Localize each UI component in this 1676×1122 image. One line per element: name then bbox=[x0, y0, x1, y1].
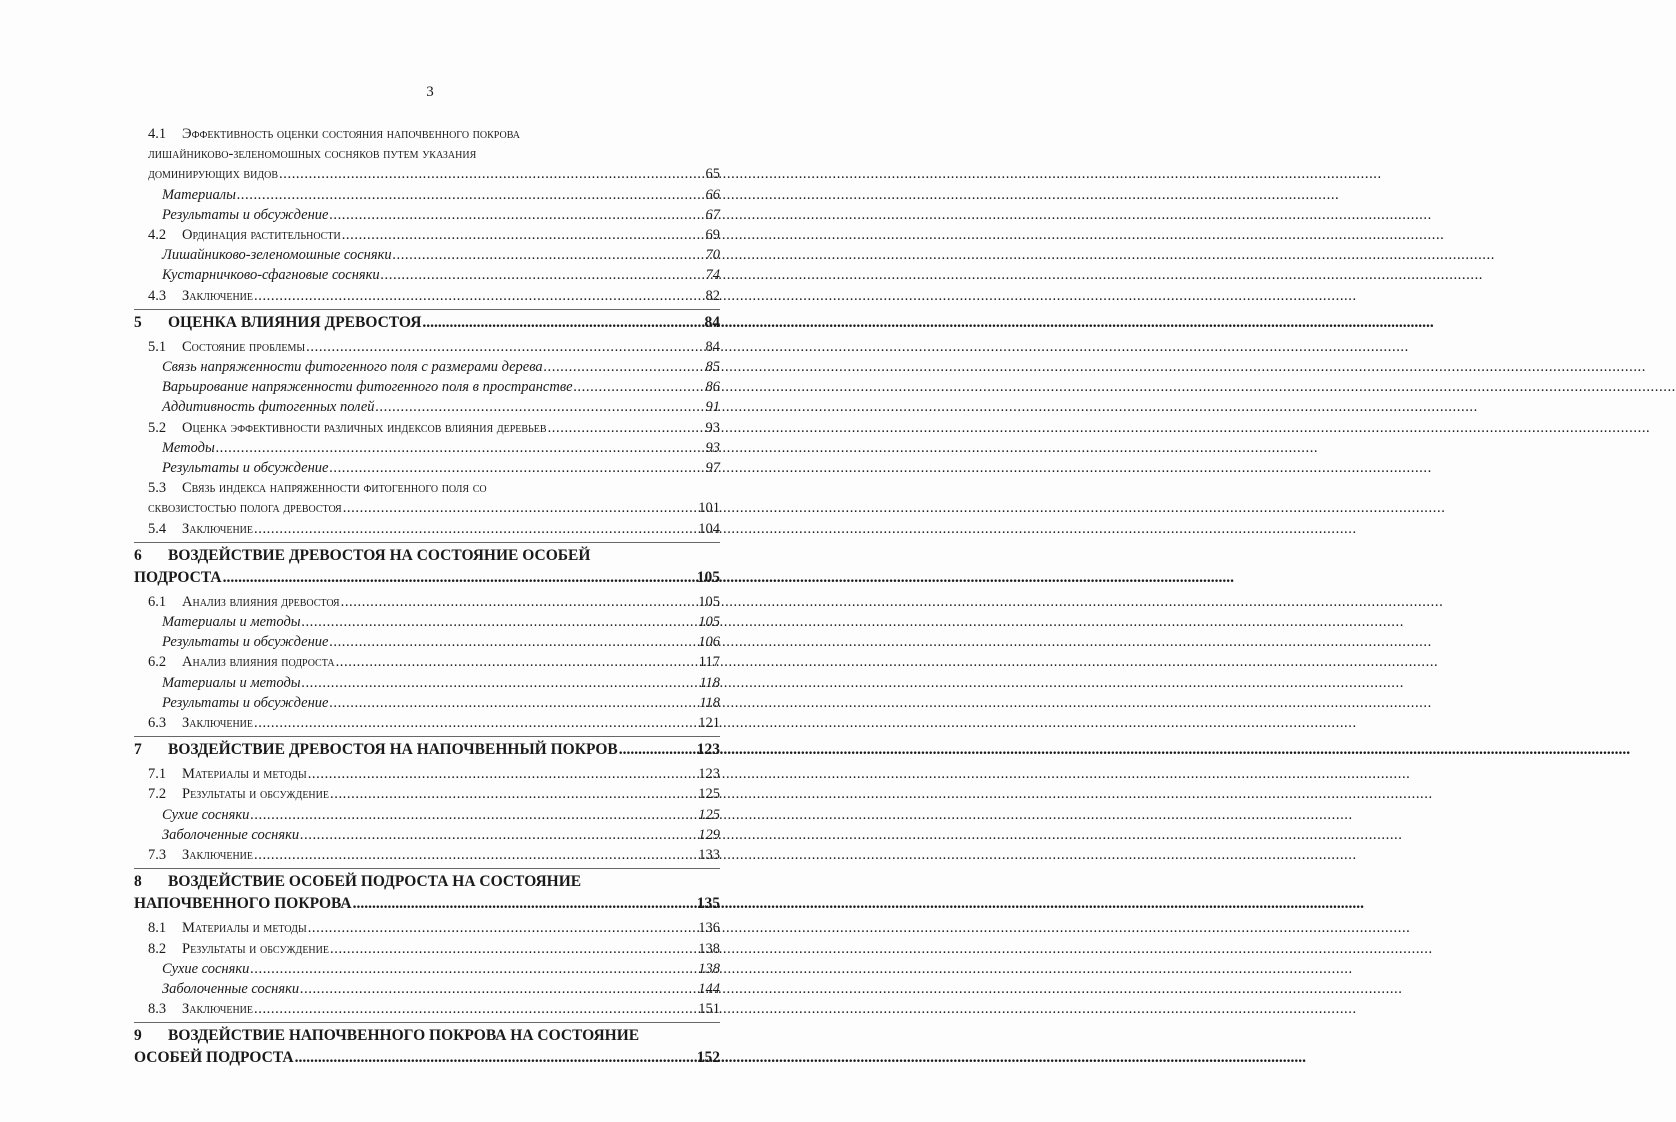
chapter-number: 9 bbox=[134, 1027, 142, 1045]
chapter-number: 6 bbox=[134, 546, 142, 564]
leader-dots bbox=[302, 612, 698, 632]
subsection-title: Результаты и обсуждение bbox=[162, 634, 329, 651]
leader-dots bbox=[308, 764, 698, 784]
page-ref: 84 bbox=[704, 313, 720, 331]
section-title: Материалы и методы bbox=[182, 920, 307, 937]
subsection-title: Заболоченные сосняки bbox=[162, 826, 300, 843]
leader-dots bbox=[254, 286, 705, 306]
leader-dots bbox=[279, 164, 704, 184]
section-title-line: доминирующих видов bbox=[148, 166, 279, 183]
page-ref: 133 bbox=[698, 847, 720, 864]
toc-entry-8-2[interactable] bbox=[134, 939, 720, 959]
leader-dots bbox=[300, 979, 697, 999]
section-number: 5.4 bbox=[148, 520, 167, 537]
section-title: Заключение bbox=[182, 847, 253, 864]
page-ref: 129 bbox=[698, 826, 720, 843]
toc-chapter-5[interactable] bbox=[134, 309, 720, 334]
leader-dots bbox=[250, 805, 697, 825]
leader-dots bbox=[302, 673, 699, 693]
leader-dots bbox=[343, 498, 698, 518]
page-ref: 151 bbox=[698, 1001, 720, 1018]
page-ref: 67 bbox=[705, 206, 720, 223]
page-ref: 118 bbox=[699, 694, 720, 711]
leader-dots bbox=[393, 245, 705, 265]
leader-dots bbox=[330, 693, 699, 713]
section-title: Анализ влияния древостоя bbox=[182, 593, 340, 610]
leader-dots bbox=[306, 337, 704, 357]
toc-entry-4-2-a[interactable] bbox=[134, 245, 720, 265]
page-ref: 138 bbox=[698, 940, 720, 957]
toc-entry-4-2[interactable] bbox=[134, 225, 720, 245]
section-title: Заключение bbox=[182, 715, 253, 732]
page-ref: 123 bbox=[698, 766, 720, 783]
toc-entry-6-1-b[interactable] bbox=[134, 632, 720, 652]
page-ref: 105 bbox=[696, 568, 720, 586]
leader-dots bbox=[237, 185, 705, 205]
leader-dots bbox=[216, 438, 705, 458]
section-title: Оценка эффективности различных индексов влияния деревьев bbox=[182, 419, 547, 436]
section-title-line: сквозистостью полога древостоя bbox=[148, 500, 342, 517]
page-ref: 121 bbox=[698, 715, 720, 732]
section-number: 4.1 bbox=[148, 126, 167, 142]
leader-dots bbox=[330, 939, 697, 959]
chapter-title-line: НАПОЧВЕННОГО ПОКРОВА bbox=[134, 895, 352, 913]
section-number: 6.3 bbox=[148, 715, 167, 732]
toc-entry-6-1-a[interactable] bbox=[134, 612, 720, 632]
page-ref: 144 bbox=[698, 980, 720, 997]
toc-entry-5-3-end[interactable] bbox=[134, 498, 720, 518]
leader-dots bbox=[330, 632, 698, 652]
section-title-line: лишайниково-зеленомошных сосняков путем указания bbox=[148, 146, 477, 163]
page-ref: 105 bbox=[698, 614, 720, 631]
page-ref: 93 bbox=[705, 439, 720, 456]
toc-entry-4-1-b[interactable] bbox=[134, 205, 720, 225]
leader-dots bbox=[254, 519, 697, 539]
page-ref: 91 bbox=[705, 399, 720, 416]
toc-entry-4-1-end[interactable] bbox=[134, 164, 720, 184]
leader-dots bbox=[223, 567, 696, 589]
leader-dots bbox=[250, 959, 697, 979]
toc-entry-8-2-b[interactable] bbox=[134, 979, 720, 999]
toc-entry-7-1[interactable] bbox=[134, 764, 720, 784]
page-ref: 70 bbox=[705, 247, 720, 264]
section-number: 7.3 bbox=[148, 847, 167, 864]
section-title: Ординация растительности bbox=[182, 227, 341, 244]
page-ref: 82 bbox=[705, 287, 720, 304]
chapter-number: 8 bbox=[134, 873, 142, 891]
leader-dots bbox=[341, 592, 698, 612]
leader-dots bbox=[548, 418, 705, 438]
leader-dots bbox=[422, 312, 703, 334]
leader-dots bbox=[336, 652, 698, 672]
toc-entry-6-2[interactable] bbox=[134, 652, 720, 672]
toc-entry-5-1-b[interactable] bbox=[134, 377, 720, 397]
chapter-title: ВОЗДЕЙСТВИЕ ДРЕВОСТОЯ НА НАПОЧВЕННЫЙ ПОКРОВ bbox=[168, 741, 618, 759]
leader-dots bbox=[353, 893, 696, 915]
subsection-title: Сухие сосняки bbox=[162, 806, 250, 823]
leader-dots bbox=[254, 999, 697, 1019]
toc-chapter-8[interactable] bbox=[134, 868, 720, 915]
toc-entry-6-3[interactable] bbox=[134, 713, 720, 733]
page-ref: 85 bbox=[705, 359, 720, 376]
page-ref: 97 bbox=[705, 460, 720, 477]
toc-chapter-7[interactable] bbox=[134, 736, 720, 761]
section-number: 4.3 bbox=[148, 287, 167, 304]
page-ref: 93 bbox=[705, 419, 720, 436]
page-ref: 65 bbox=[705, 166, 720, 183]
section-title: Заключение bbox=[182, 520, 253, 537]
chapter-number: 5 bbox=[134, 313, 142, 331]
page-ref: 125 bbox=[698, 806, 720, 823]
leader-dots bbox=[300, 825, 697, 845]
chapter-number: 7 bbox=[134, 741, 142, 759]
toc-entry-4-1-a[interactable] bbox=[134, 185, 720, 205]
section-title: Анализ влияния подроста bbox=[182, 654, 335, 671]
toc-entry-8-1[interactable] bbox=[134, 918, 720, 938]
chapter-title-line: ВОЗДЕЙСТВИЕ ОСОБЕЙ ПОДРОСТА НА СОСТОЯНИЕ bbox=[168, 873, 582, 891]
toc-entry-6-2-b[interactable] bbox=[134, 693, 720, 713]
section-number: 8.1 bbox=[148, 920, 167, 937]
subsection-title: Результаты и обсуждение bbox=[162, 694, 329, 711]
toc-entry-5-4[interactable] bbox=[134, 519, 720, 539]
page-ref: 135 bbox=[696, 895, 720, 913]
page-ref: 84 bbox=[705, 338, 720, 355]
section-number: 5.2 bbox=[148, 419, 167, 436]
toc-entry-5-3[interactable] bbox=[134, 478, 720, 498]
page-ref: 74 bbox=[705, 267, 720, 284]
section-title-line: Эффективность оценки состояния напочвенного покрова bbox=[182, 126, 520, 142]
toc-entry-7-2-a[interactable] bbox=[134, 805, 720, 825]
toc-entry-4-3[interactable] bbox=[134, 286, 720, 306]
toc-chapter-6[interactable] bbox=[134, 542, 720, 589]
toc-entry-5-1[interactable] bbox=[134, 337, 720, 357]
section-title-line: Связь индекса напряженности фитогенного поля со bbox=[182, 480, 487, 497]
page-ref: 125 bbox=[698, 786, 720, 803]
leader-dots bbox=[330, 205, 705, 225]
section-title: Результаты и обсуждение bbox=[182, 940, 329, 957]
page-ref: 136 bbox=[698, 920, 720, 937]
page-ref: 69 bbox=[705, 227, 720, 244]
leader-dots bbox=[342, 225, 705, 245]
section-number: 7.2 bbox=[148, 786, 167, 803]
toc-entry-4-2-b[interactable] bbox=[134, 265, 720, 285]
page-ref: 138 bbox=[698, 960, 720, 977]
subsection-title: Аддитивность фитогенных полей bbox=[162, 399, 375, 416]
leader-dots bbox=[254, 845, 697, 865]
section-number: 5.3 bbox=[148, 480, 167, 497]
section-number: 8.3 bbox=[148, 1001, 167, 1018]
subsection-title: Материалы bbox=[162, 186, 236, 203]
subsection-title: Материалы и методы bbox=[162, 674, 301, 691]
section-title: Заключение bbox=[182, 287, 253, 304]
toc-entry-5-2-b[interactable] bbox=[134, 458, 720, 478]
subsection-title: Сухие сосняки bbox=[162, 960, 250, 977]
page-ref: 117 bbox=[698, 654, 720, 671]
section-number: 6.2 bbox=[148, 654, 167, 671]
toc-entry-5-2-a[interactable] bbox=[134, 438, 720, 458]
subsection-title: Кустарничково-сфагновые сосняки bbox=[162, 267, 380, 284]
section-number: 5.1 bbox=[148, 338, 167, 355]
toc-entry-8-2-a[interactable] bbox=[134, 959, 720, 979]
leader-dots bbox=[376, 397, 705, 417]
page-ref: 105 bbox=[698, 593, 720, 610]
toc-entry-6-1[interactable] bbox=[134, 592, 720, 612]
leader-dots bbox=[574, 377, 705, 397]
toc-entry-7-2-b[interactable] bbox=[134, 825, 720, 845]
toc-entry-5-1-a[interactable] bbox=[134, 357, 720, 377]
leader-dots bbox=[295, 1047, 696, 1069]
toc-entry-7-3[interactable] bbox=[134, 845, 720, 865]
subsection-title: Результаты и обсуждение bbox=[162, 206, 329, 223]
table-of-contents bbox=[134, 124, 720, 1072]
leader-dots bbox=[544, 357, 705, 377]
subsection-title: Лишайниково-зеленомошные сосняки bbox=[162, 247, 392, 264]
page-ref: 123 bbox=[696, 741, 720, 759]
section-title: Результаты и обсуждение bbox=[182, 786, 329, 803]
chapter-title-line: ОСОБЕЙ ПОДРОСТА bbox=[134, 1049, 294, 1067]
subsection-title: Результаты и обсуждение bbox=[162, 460, 329, 477]
section-number: 6.1 bbox=[148, 593, 167, 610]
chapter-title-line: ВОЗДЕЙСТВИЕ ДРЕВОСТОЯ НА СОСТОЯНИЕ ОСОБЕЙ bbox=[168, 546, 591, 564]
toc-entry-5-2[interactable] bbox=[134, 418, 720, 438]
page-ref: 118 bbox=[699, 674, 720, 691]
page-ref: 101 bbox=[698, 500, 720, 517]
subsection-title: Заболоченные сосняки bbox=[162, 980, 300, 997]
section-number: 4.2 bbox=[148, 227, 167, 244]
chapter-title-line: ПОДРОСТА bbox=[134, 568, 222, 586]
page-ref: 106 bbox=[698, 634, 720, 651]
toc-entry-4-1[interactable] bbox=[134, 124, 720, 144]
page-ref: 86 bbox=[705, 379, 720, 396]
subsection-title: Методы bbox=[162, 439, 215, 456]
toc-entry-5-1-c[interactable] bbox=[134, 397, 720, 417]
toc-entry-6-2-a[interactable] bbox=[134, 673, 720, 693]
subsection-title: Варьирование напряженности фитогенного поля в пространстве bbox=[162, 379, 573, 396]
chapter-title: ОЦЕНКА ВЛИЯНИЯ ДРЕВОСТОЯ bbox=[168, 313, 422, 331]
page-ref: 104 bbox=[698, 520, 720, 537]
leader-dots bbox=[254, 713, 697, 733]
section-title: Заключение bbox=[182, 1001, 253, 1018]
subsection-title: Связь напряженности фитогенного поля с размерами дерева bbox=[162, 359, 543, 376]
chapter-title-line: ВОЗДЕЙСТВИЕ НАПОЧВЕННОГО ПОКРОВА НА СОСТОЯНИЕ bbox=[168, 1027, 640, 1045]
leader-dots bbox=[381, 265, 705, 285]
page-ref: 152 bbox=[696, 1049, 720, 1067]
leader-dots bbox=[619, 739, 696, 761]
page-ref: 66 bbox=[705, 186, 720, 203]
subsection-title: Материалы и методы bbox=[162, 614, 301, 631]
section-number: 7.1 bbox=[148, 766, 167, 783]
toc-entry-8-3[interactable] bbox=[134, 999, 720, 1019]
leader-dots bbox=[330, 784, 697, 804]
leader-dots bbox=[330, 458, 705, 478]
section-title: Материалы и методы bbox=[182, 766, 307, 783]
section-number: 8.2 bbox=[148, 940, 167, 957]
toc-chapter-9[interactable] bbox=[134, 1022, 720, 1069]
page-number: 3 bbox=[426, 84, 434, 100]
toc-entry-7-2[interactable] bbox=[134, 784, 720, 804]
section-title: Состояние проблемы bbox=[182, 338, 306, 355]
leader-dots bbox=[308, 918, 698, 938]
